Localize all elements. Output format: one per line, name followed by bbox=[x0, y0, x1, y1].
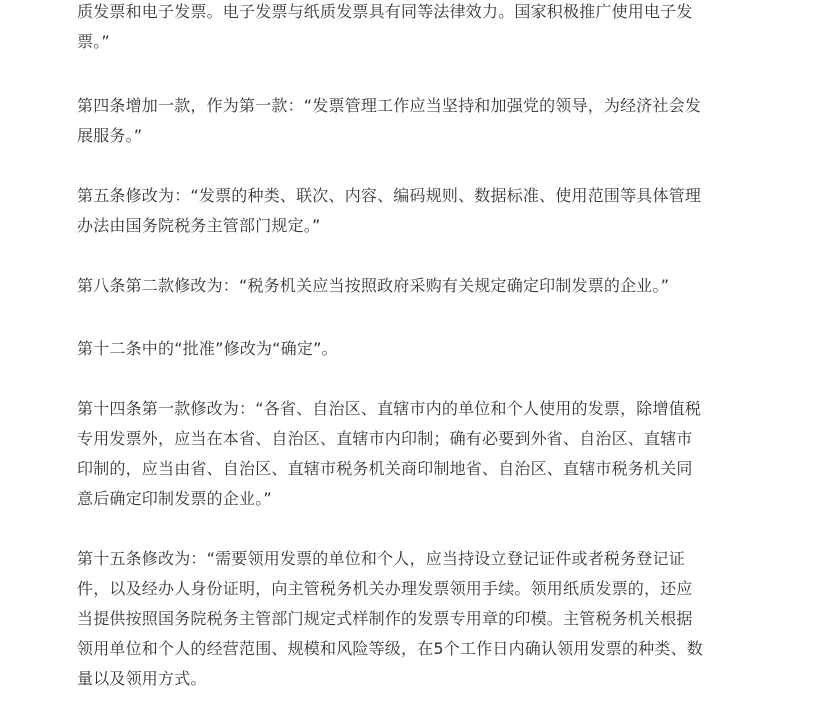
paragraph-electronic-invoice bbox=[77, 0, 757, 57]
text-line: 票。” bbox=[77, 32, 110, 51]
text-line: 第十二条中的“批准”修改为“确定”。 bbox=[77, 339, 338, 358]
text-line: 第四条增加一款，作为第一款：“发票管理工作应当坚持和加强党的领导，为经济社会发 bbox=[77, 96, 702, 115]
text-line: 质发票和电子发票。电子发票与纸质发票具有同等法律效力。国家积极推广使用电子发 bbox=[77, 2, 693, 21]
paragraph-article-12 bbox=[77, 334, 757, 364]
text-line: 当提供按照国务院税务主管部门规定式样制作的发票专用章的印模。主管税务机关根据 bbox=[77, 609, 693, 628]
text-line: 量以及领用方式。 bbox=[77, 669, 207, 688]
text-line: 专用发票外，应当在本省、自治区、直辖市内印制；确有必要到外省、自治区、直辖市 bbox=[77, 429, 693, 448]
text-line: 第十四条第一款修改为：“各省、自治区、直辖市内的单位和个人使用的发票，除增值税 bbox=[77, 399, 702, 418]
paragraph-article-8 bbox=[77, 271, 757, 301]
text-line: 件，以及经办人身份证明，向主管税务机关办理发票领用手续。领用纸质发票的，还应 bbox=[77, 579, 693, 598]
text-line: 印制的，应当由省、自治区、直辖市税务机关商印制地省、自治区、直辖市税务机关同 bbox=[77, 459, 693, 478]
text-line: 第八条第二款修改为：“税务机关应当按照政府采购有关规定确定印制发票的企业。” bbox=[77, 276, 670, 295]
text-line: 领用单位和个人的经营范围、规模和风险等级，在5个工作日内确认领用发票的种类、数 bbox=[77, 639, 703, 658]
text-line: 展服务。” bbox=[77, 126, 143, 145]
paragraph-article-4 bbox=[77, 91, 757, 151]
text-line: 办法由国务院税务主管部门规定。” bbox=[77, 216, 321, 235]
text-line: 第十五条修改为：“需要领用发票的单位和个人，应当持设立登记证件或者税务登记证 bbox=[77, 549, 685, 568]
paragraph-article-15 bbox=[77, 544, 757, 694]
paragraph-article-14 bbox=[77, 394, 757, 514]
text-line: 第五条修改为：“发票的种类、联次、内容、编码规则、数据标准、使用范围等具体管理 bbox=[77, 186, 702, 205]
text-line: 意后确定印制发票的企业。” bbox=[77, 489, 272, 508]
paragraph-article-5 bbox=[77, 181, 757, 241]
